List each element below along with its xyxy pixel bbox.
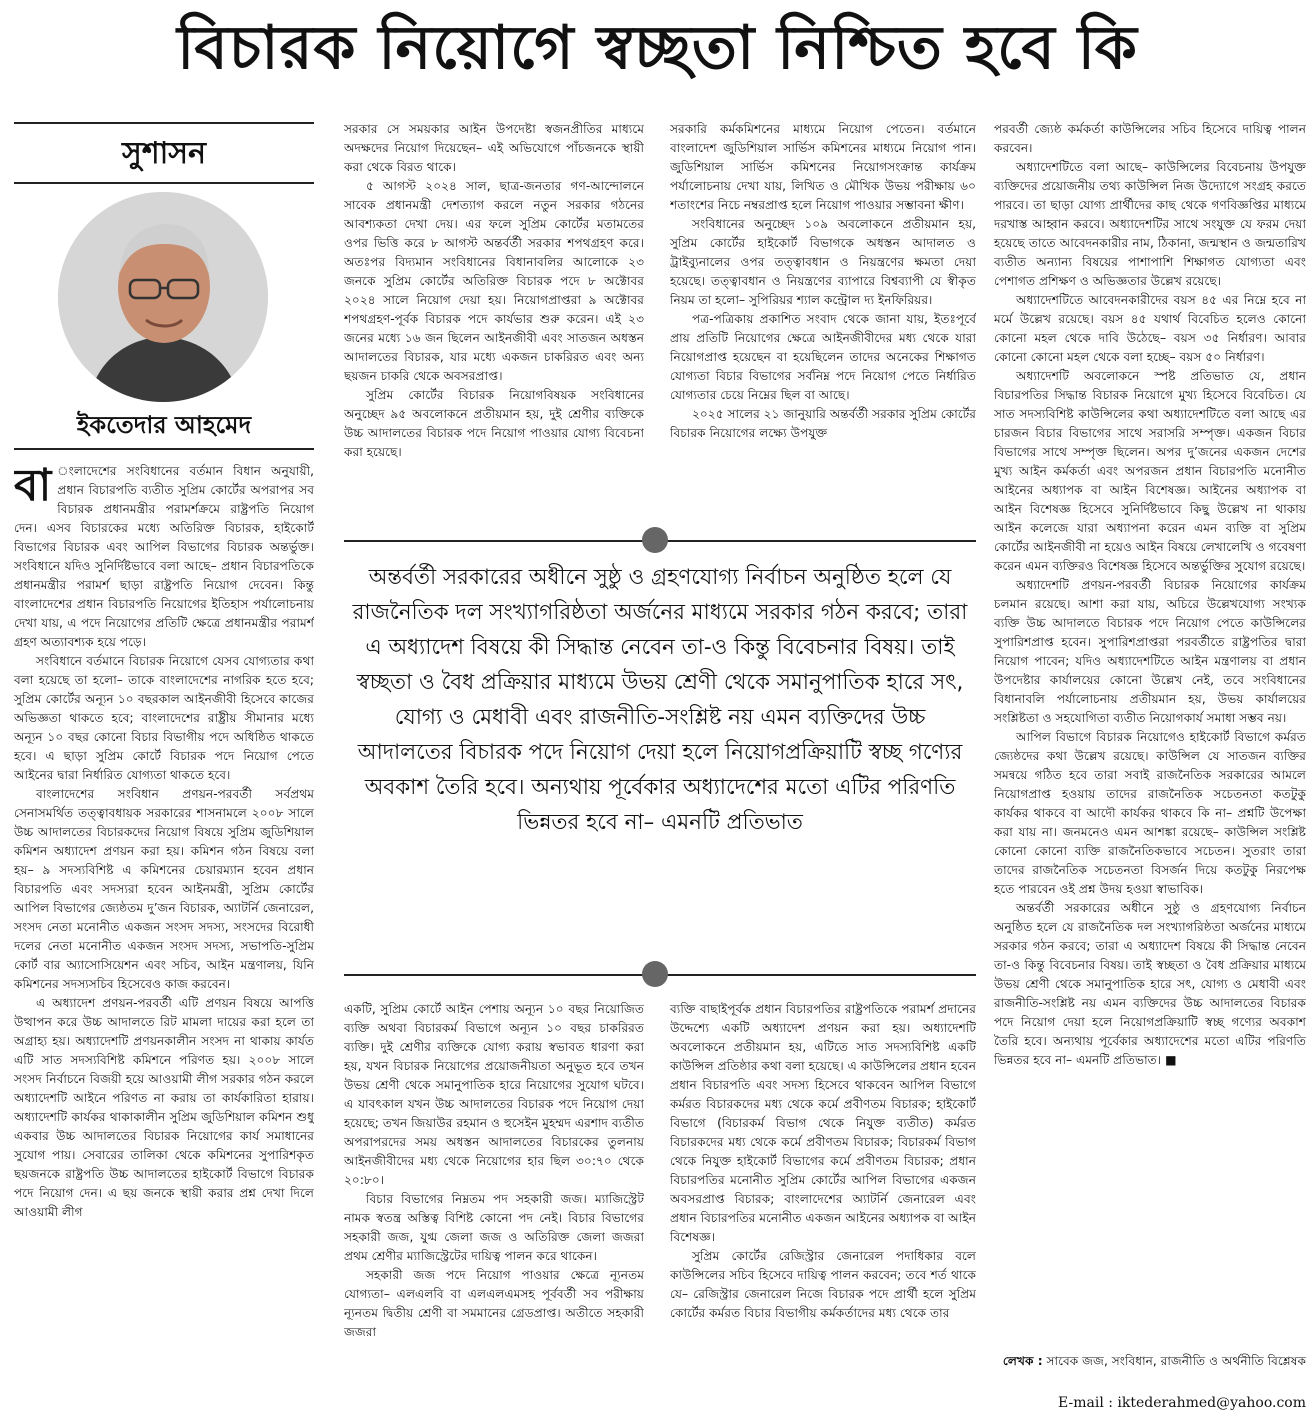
paragraph: ২০২৫ সালের ২১ জানুয়ারি অন্তর্বর্তী সরকার সুপ্রিম কোর্টের বিচারক নিয়োগের লক্ষ্যে উপযুক্ত xyxy=(670,407,976,440)
column-4 xyxy=(994,120,1306,1350)
column-label: সুশাসন xyxy=(122,136,206,171)
author-name: ইকতেদার আহমেদ xyxy=(76,410,252,439)
paragraph: পরবর্তী জ্যেষ্ঠ কর্মকর্তা কাউন্সিলের সচিব হিসেবে দায়িত্ব পালন করবেন। xyxy=(994,122,1306,155)
paragraph: আপিল বিভাগে বিচারক নিয়োগেও হাইকোর্ট বিভাগে কর্মরত জ্যেষ্ঠদের কথা উল্লেখ রয়েছে। কাউন্সিল যে সাতজন ব্যক্তির সমন্বয়ে গঠিত হবে তারা সবাই রাজনৈতিক সরকারের আমলে নিয়োগপ্রাপ্ত হওয়ায় তাদের রাজনৈতিক সচেতনতা কতটুকু কার্যকর থাকবে বা আদৌ কার্যকর থাকবে কি না– প্রশ্নটি উপেক্ষা করা যায় না। জনমনেও এমন আশঙ্কা রয়েছে– কাউন্সিল সংশ্লিষ্ট কোনো কোনো ব্যক্তি রাজনৈতিকভাবে সচেতন। সুতরাং তারা তাদের রাজনৈতিক সচেতনতা বিসর্জন দিয়ে কতটুকু নিরপেক্ষ হতে পারবেন ওই প্রশ্ন উদয় হওয়া স্বাভাবিক। xyxy=(994,730,1306,896)
pullquote-dot-top xyxy=(642,527,668,553)
rule-column-label-bottom xyxy=(14,182,314,184)
column-3-top xyxy=(670,120,976,510)
paragraph: অন্তর্বর্তী সরকারের অধীনে সুষ্ঠু ও গ্রহণযোগ্য নির্বাচন অনুষ্ঠিত হলে যে রাজনৈতিক দল সংখ্যাগরিষ্ঠতা অর্জনের মাধ্যমে সরকার গঠন করবে; তারা এ অধ্যাদেশ বিষয়ে কী সিদ্ধান্ত নেবেন তা-ও কিন্তু বিবেচনার বিষয়। তাই স্বচ্ছতা ও বৈধ প্রক্রিয়ার মাধ্যমে উভয় শ্রেণী থেকে সমানুপাতিক হারে সৎ, যোগ্য ও মেধাবী এবং রাজনীতি-সংশ্লিষ্ট নয় এমন ব্যক্তিদের উচ্চ আদালতের বিচারক পদে নিয়োগ দেয়া হলে নিয়োগপ্রক্রিয়াটি স্বচ্ছ গণ্যের অবকাশ তৈরি হবে। অন্যথায় পূর্বেকার অধ্যাদেশের মতো এটির পরিণতি ভিন্নতর হবে না– এমনটি প্রতিভাত। ■ xyxy=(994,901,1306,1067)
rule-column-label-top xyxy=(14,122,314,124)
author-photo xyxy=(58,192,268,402)
headline: বিচারক নিয়োগে স্বচ্ছতা নিশ্চিত হবে কি xyxy=(177,13,1138,83)
paragraph: সহকারী জজ পদে নিয়োগ পাওয়ার ক্ষেত্রে ন্যূনতম যোগ্যতা– এলএলবি বা এলএলএমসহ পূর্ববর্তী সব পরীক্ষায় ন্যূনতম দ্বিতীয় শ্রেণী বা সমমানের গ্রেডপ্রাপ্ত। অতীতে সহকারী জজরা xyxy=(344,1268,644,1339)
paragraph: একটি, সুপ্রিম কোর্টে আইন পেশায় অন্যূন ১০ বছর নিয়োজিত ব্যক্তি অথবা বিচারকর্ম বিভাগে অন্যূন ১০ বছর চাকরিরত ব্যক্তি। দুই শ্রেণীর ব্যক্তিকে যোগ্য করায় স্বভাবত ধারণা করা হয়, যখন বিচারক নিয়োগের প্রয়োজনীয়তা অনুভূত হবে তখন উভয় শ্রেণী থেকে সমানুপাতিক হারে নিয়োগের সুযোগ ঘটবে। এ যাবৎকাল যখন উচ্চ আদালতের বিচারক পদে নিয়োগ দেয়া হয়েছে; তখন জিয়াউর রহমান ও হুসেইন মুহম্মদ এরশাদ ব্যতীত অপরাপরদের সময় অধস্তন আদালতের বিচারকের তুলনায় আইনজীবীদের মধ্য থেকে নিয়োগের হার ছিল ৩০:৭০ থেকে ২০:৮০। xyxy=(344,1002,644,1187)
column-2-top xyxy=(344,120,644,510)
column-2-bottom xyxy=(344,1000,644,1412)
paragraph: ব্যক্তি বাছাইপূর্বক প্রধান বিচারপতির রাষ্ট্রপতিকে পরামর্শ প্রদানের উদ্দেশ্যে একটি অধ্যাদেশ প্রণয়ন করা হয়। অধ্যাদেশটি অবলোকনে প্রতীয়মান হয়, এটিতে সাত সদস্যবিশিষ্ট একটি কাউন্সিল প্রতিষ্ঠার কথা বলা হয়েছে। এ কাউন্সিলের প্রধান হবেন প্রধান বিচারপতি এবং সদস্য হিসেবে থাকবেন আপিল বিভাগে কর্মরত বিচারকদের মধ্য থেকে কর্মে প্রবীণতম বিচারক; হাইকোর্ট বিভাগে (বিচারকর্ম বিভাগ থেকে নিযুক্ত ব্যতীত) কর্মরত বিচারকদের মধ্য থেকে কর্মে প্রবীণতম বিচারক; বিচারকর্ম বিভাগ থেকে নিযুক্ত হাইকোর্ট বিভাগের কর্মে প্রবীণতম বিচারক; প্রধান বিচারপতির মনোনীত সুপ্রিম কোর্টের আপিল বিভাগের একজন অবসরপ্রাপ্ত বিচারক; বাংলাদেশের অ্যাটর্নি জেনারেল এবং প্রধান বিচারপতির মনোনীত একজন আইনের অধ্যাপক বা আইন বিশেষজ্ঞ। xyxy=(670,1002,976,1244)
author-byline xyxy=(994,1352,1306,1390)
paragraph: অধ্যাদেশটিতে বলা আছে– কাউন্সিলের বিবেচনায় উপযুক্ত ব্যক্তিদের প্রয়োজনীয় তথ্য কাউন্সিল নিজ উদ্যোগে সংগ্রহ করতে পারবে। তা ছাড়া যোগ্য প্রার্থীদের কাছ থেকে গণবিজ্ঞপ্তির মাধ্যমে দরখাস্ত আহ্বান করবে। অধ্যাদেশটির সাথে সংযুক্ত যে ফরম দেয়া হয়েছে তাতে আবেদনকারীর নাম, ঠিকানা, জন্মস্থান ও জন্মতারিখ ব্যতীত অন্যান্য বিষয়ের পাশাপাশি শিক্ষাগত যোগ্যতা এবং পেশাগত প্রশিক্ষণ ও অভিজ্ঞতার উল্লেখ রয়েছে। xyxy=(994,160,1306,288)
paragraph: ৫ আগস্ট ২০২৪ সাল, ছাত্র-জনতার গণ-আন্দোলনে সাবেক প্রধানমন্ত্রী দেশত্যাগ করলে নতুন সরকার গঠনের আবশ্যকতা দেখা দেয়। এর ফলে সুপ্রিম কোর্টের মতামতের ওপর ভিত্তি করে ৮ আগস্ট অন্তর্বর্তী সরকার শপথগ্রহণ করে। অতঃপর বিদ্যমান সংবিধানের বিধানাবলির আলোকে ২৩ জনকে সুপ্রিম কোর্টের অতিরিক্ত বিচারক পদে ৮ অক্টোবর ২০২৪ সালে নিয়োগ দেয়া হয়। নিয়োগপ্রাপ্তরা ৯ অক্টোবর শপথগ্রহণ-পূর্বক বিচারক পদে কার্যভার শুরু করেন। এই ২৩ জনের মধ্যে ১৬ জন ছিলেন আইনজীবী এবং সাতজন অধস্তন আদালতের বিচারক, যার মধ্যে একজন চাকরিরত এবং অন্য ছয়জন চাকরি থেকে অবসরপ্রাপ্ত। xyxy=(344,179,644,383)
byline-text: সাবেক জজ, সংবিধান, রাজনীতি ও অর্থনীতি বিশ্লেষক xyxy=(1046,1354,1306,1368)
paragraph: সংবিধানে বর্তমানে বিচারক নিয়োগে যেসব যোগ্যতার কথা বলা হয়েছে তা হলো– তাকে বাংলাদেশের নাগরিক হতে হবে; সুপ্রিম কোর্টের অন্যূন ১০ বছরকাল আইনজীবী হিসেবে কাজের অভিজ্ঞতা থাকতে হবে; বাংলাদেশের রাষ্ট্রীয় সীমানার মধ্যে অন্যূন ১০ বছর কোনো বিচার বিভাগীয় পদে অধিষ্ঠিত থাকতে হবে। এ ছাড়া সুপ্রিম কোর্টে বিচারক পদে নিয়োগ পেতে আইনের দ্বারা নির্ধারিত যোগ্যতা থাকতে হবে। xyxy=(14,654,314,782)
rule-author-bottom xyxy=(14,448,314,450)
article-lead-paragraph: বা ংলাদেশের সংবিধানের বর্তমান বিধান অনুযায়ী, প্রধান বিচারপতি ব্যতীত সুপ্রিম কোর্টের অপরাপর সব বিচারক প্রধানমন্ত্রীর পরামর্শক্রমে রাষ্ট্রপতি নিয়োগ দেন। এসব বিচারকের মধ্যে অতিরিক্ত বিচারক, হাইকোর্ট বিভাগের বিচারক এবং আপিল বিভাগের বিচারক অন্তর্ভুক্ত। সংবিধানে যদিও সুনির্দিষ্টভাবে বলা আছে– প্রধান বিচারপতিকে প্রধানমন্ত্রীর পরামর্শ ছাড়া রাষ্ট্রপতি নিয়োগ দেবেন। কিন্তু বাংলাদেশের প্রধান বিচারপতি নিয়োগের ইতিহাস পর্যালোচনায় দেখা যায়, এ পদে নিয়োগের প্রতিটি ক্ষেত্রে প্রধানমন্ত্রীর পরামর্শ গ্রহণ অত্যাবশ্যক হয়ে পড়ে। xyxy=(14,462,314,649)
pullquote-dot-bottom xyxy=(642,961,668,987)
paragraph: সংবিধানের অনুচ্ছেদ ১০৯ অবলোকনে প্রতীয়মান হয়, সুপ্রিম কোর্টের হাইকোর্ট বিভাগকে অধস্তন আদালত ও ট্রাইব্যুনালের ওপর তত্ত্বাবধান ও নিয়ন্ত্রণের ক্ষমতা দেয়া হয়েছে। তত্ত্বাবধান ও নিয়ন্ত্রণের ব্যাপারে বিশ্বব্যাপী যে স্বীকৃত নিয়ম তা হলো– সুপিরিয়র শ্যাল কন্ট্রোল দ্য ইনফিরিয়র। xyxy=(670,217,976,307)
paragraph: বাংলাদেশের সংবিধান প্রণয়ন-পরবর্তী সর্বপ্রথম সেনাসমর্থিত তত্ত্বাবধায়ক সরকারের শাসনামলে ২০০৮ সালে উচ্চ আদালতের বিচারকদের নিয়োগ বিষয়ে সুপ্রিম জুডিশিয়াল কমিশন অধ্যাদেশ প্রণয়ন করা হয়। কমিশন গঠন বিষয়ে বলা হয়– ৯ সদস্যবিশিষ্ট এ কমিশনের চেয়ারম্যান হবেন প্রধান বিচারপতি এবং সদস্যরা হবেন আইনমন্ত্রী, সুপ্রিম কোর্টের আপিল বিভাগের জ্যেষ্ঠতম দু’জন বিচারক, অ্যাটর্নি জেনারেল, সংসদ নেতা মনোনীত একজন সংসদ সদস্য, সংসদের বিরোধী দলের নেতা মনোনীত একজন সংসদ সদস্য, সভাপতি-সুপ্রিম কোর্ট বার অ্যাসোসিয়েশন এবং সচিব, আইন মন্ত্রণালয়, যিনি কমিশনের সদস্যসচিব হিসেবেও কাজ করবেন। xyxy=(14,787,314,991)
pullquote: অন্তর্বর্তী সরকারের অধীনে সুষ্ঠু ও গ্রহণযোগ্য নির্বাচন অনুষ্ঠিত হলে যে রাজনৈতিক দল সংখ্যাগরিষ্ঠতা অর্জনের মাধ্যমে সরকার গঠন করবে; তারা এ অধ্যাদেশ বিষয়ে কী সিদ্ধান্ত নেবেন তা-ও কিন্তু বিবেচনার বিষয়। তাই স্বচ্ছতা ও বৈধ প্রক্রিয়ার মাধ্যমে উভয় শ্রেণী থেকে সমানুপাতিক হারে সৎ, যোগ্য ও মেধাবী এবং রাজনীতি-সংশ্লিষ্ট নয় এমন ব্যক্তিদের উচ্চ আদালতের বিচারক পদে নিয়োগ দেয়া হলে নিয়োগপ্রক্রিয়াটি স্বচ্ছ গণ্যের অবকাশ তৈরি হবে। অন্যথায় পূর্বেকার অধ্যাদেশের মতো এটির পরিণতি ভিন্নতর হবে না– এমনটি প্রতিভাত xyxy=(352,565,968,835)
paragraph: সরকার সে সময়কার আইন উপদেষ্টা স্বজনপ্রীতির মাধ্যমে অদক্ষদের নিয়োগ দিয়েছেন– এই অভিযোগে পাঁচজনকে স্থায়ী করা থেকে বিরত থাকে। xyxy=(344,122,644,174)
paragraph: অধ্যাদেশটি প্রণয়ন-পরবর্তী বিচারক নিয়োগের কার্যক্রম চলমান রয়েছে। আশা করা যায়, অচিরে উল্লেখযোগ্য সংখ্যক ব্যক্তি উচ্চ আদালতে বিচারক পদে নিয়োগ পেতে কাউন্সিলের সুপারিশপ্রাপ্ত হবেন। সুপারিশপ্রাপ্তরা পরবর্তীতে রাষ্ট্রপতির দ্বারা নিয়োগ পাবেন; যদিও অধ্যাদেশটিতে আইন মন্ত্রণালয় বা প্রধান উপদেষ্টার কার্যালয়ের কোনো উল্লেখ নেই, তবে সংবিধানের বিধানাবলি পর্যালোচনায় প্রতীয়মান হয়, উভয় কার্যালয়ের সংশ্লিষ্টতা ও সহযোগিতা ব্যতীত নিয়োগকার্য সমাধা সম্ভব নয়। xyxy=(994,578,1306,725)
author-portrait-icon xyxy=(58,192,268,402)
paragraph: সুপ্রিম কোর্টের বিচারক নিয়োগবিষয়ক সংবিধানের অনুচ্ছেদ ৯৫ অবলোকনে প্রতীয়মান হয়, দুই শ্রেণীর ব্যক্তিকে উচ্চ আদালতের বিচারক পদে নিয়োগ পাওয়ার যোগ্য বিবেচনা করা হয়েছে। xyxy=(344,388,644,459)
column-1 xyxy=(14,462,314,1412)
paragraph: সুপ্রিম কোর্টের রেজিস্ট্রার জেনারেল পদাধিকার বলে কাউন্সিলের সচিব হিসেবে দায়িত্ব পালন করবেন; তবে শর্ত থাকে যে– রেজিস্ট্রার জেনারেল নিজে বিচারক পদে প্রার্থী হলে সুপ্রিম কোর্টের কর্মরত বিচার বিভাগীয় কর্মকর্তাদের মধ্য থেকে তার xyxy=(670,1249,976,1320)
paragraph: এ অধ্যাদেশ প্রণয়ন-পরবর্তী এটি প্রণয়ন বিষয়ে আপত্তি উত্থাপন করে উচ্চ আদালতে রিট মামলা দায়ের করা হলে তা অগ্রাহ্য হয়। অধ্যাদেশটি প্রণয়নকালীন সংসদ না থাকায় কার্যত এটি সাত সদস্যবিশিষ্ট কমিশনে পরিণত হয়। ২০০৮ সালে সংসদ নির্বাচনে বিজয়ী হয়ে আওয়ামী লীগ সরকার গঠন করলে অধ্যাদেশটি আইনে পরিণত না করায় তা কার্যকারিতা হারায়। অধ্যাদেশটি কার্যকর থাকাকালীন সুপ্রিম জুডিশিয়াল কমিশন শুধু একবার উচ্চ আদালতের বিচারক নিয়োগের কার্য সমাধানের সুযোগ পায়। সেবারের তালিকা থেকে কমিশনের সুপারিশকৃত ছয়জনকে রাষ্ট্রপতি উচ্চ আদালতের হাইকোর্ট বিভাগে বিচারক পদে নিয়োগ দেন। এ ছয় জনকে স্থায়ী করার প্রশ্ন দেখা দিলে আওয়ামী লীগ xyxy=(14,996,314,1219)
author-email[interactable]: E-mail : iktederahmed@yahoo.com xyxy=(1058,1395,1306,1411)
column-3-bottom xyxy=(670,1000,976,1412)
byline-label: লেখক : xyxy=(1002,1354,1043,1368)
paragraph: অধ্যাদেশটিতে আবেদনকারীদের বয়স ৪৫ এর নিম্নে হবে না মর্মে উল্লেখ রয়েছে। বয়স ৪৫ যথার্থ বিবেচিত হলেও কোনো কোনো মহল থেকে দাবি উঠেছে– বয়স ৩৫ নির্ধারণ। আবার কোনো কোনো মহল থেকে বলা হচ্ছে– বয়স ৫০ নির্ধারণ। xyxy=(994,293,1306,364)
paragraph: বিচার বিভাগের নিম্নতম পদ সহকারী জজ। ম্যাজিস্ট্রেট নামক স্বতন্ত্র অস্তিত্ব বিশিষ্ট কোনো পদ নেই। বিচার বিভাগের সহকারী জজ, যুগ্ম জেলা জজ ও অতিরিক্ত জেলা জজরা প্রথম শ্রেণীর ম্যাজিস্ট্রেটের দায়িত্ব পালন করে থাকেন। xyxy=(344,1192,644,1263)
paragraph: সরকারি কর্মকমিশনের মাধ্যমে নিয়োগ পেতেন। বর্তমানে বাংলাদেশ জুডিশিয়াল সার্ভিস কমিশনের মাধ্যমে নিয়োগ পান। জুডিশিয়াল সার্ভিস কমিশনের নিয়োগসংক্রান্ত কার্যক্রম পর্যালোচনায় দেখা যায়, লিখিত ও মৌখিক উভয় পরীক্ষায় ৬০ শতাংশের নিচে নম্বরপ্রাপ্ত হলে নিয়োগ পাওয়ার সম্ভাবনা ক্ষীণ। xyxy=(670,122,976,212)
paragraph: পত্র-পত্রিকায় প্রকাশিত সংবাদ থেকে জানা যায়, ইতঃপূর্বে প্রায় প্রতিটি নিয়োগের ক্ষেত্রে আইনজীবীদের মধ্য থেকে যারা নিয়োগপ্রাপ্ত হয়েছেন বা হয়েছিলেন তাদের অনেকের শিক্ষাগত যোগ্যতা বিচার বিভাগের সর্বনিম্ন পদে নিয়োগ পেতে নির্ধারিত যোগ্যতার চেয়ে নিম্নের ছিল বা আছে। xyxy=(670,312,976,402)
dropcap: বা xyxy=(14,462,52,511)
paragraph: অধ্যাদেশটি অবলোকনে স্পষ্ট প্রতিভাত যে, প্রধান বিচারপতির সিদ্ধান্ত বিচারক নিয়োগে মুখ্য হিসেবে বিবেচিত। যে সাত সদস্যবিশিষ্ট কাউন্সিলের কথা অধ্যাদেশটিতে বলা আছে এর চারজন বিচার বিভাগের সাথে সরাসরি সম্পৃক্ত। একজন বিচার বিভাগের সাথে সম্পৃক্ত ছিলেন। অপর দু’জনের একজন দেশের মুখ্য আইন কর্মকর্তা এবং অপরজন প্রধান বিচারপতি মনোনীত আইনের অধ্যাপক বা আইন বিশেষজ্ঞ। আইনের অধ্যাপক বা আইন বিশেষজ্ঞ হিসেবে সুনির্দিষ্টভাবে কিছু উল্লেখ না থাকায় আইন কলেজে যারা অধ্যাপনা করেন এমন ব্যক্তি বা সুপ্রিম কোর্টের আইনজীবী না হয়েও আইন বিষয়ে লেখালেখি ও গবেষণা করেন এমন ব্যক্তিরও বিশেষজ্ঞ হিসেবে অন্তর্ভুক্তির সুযোগ রয়েছে। xyxy=(994,369,1306,573)
